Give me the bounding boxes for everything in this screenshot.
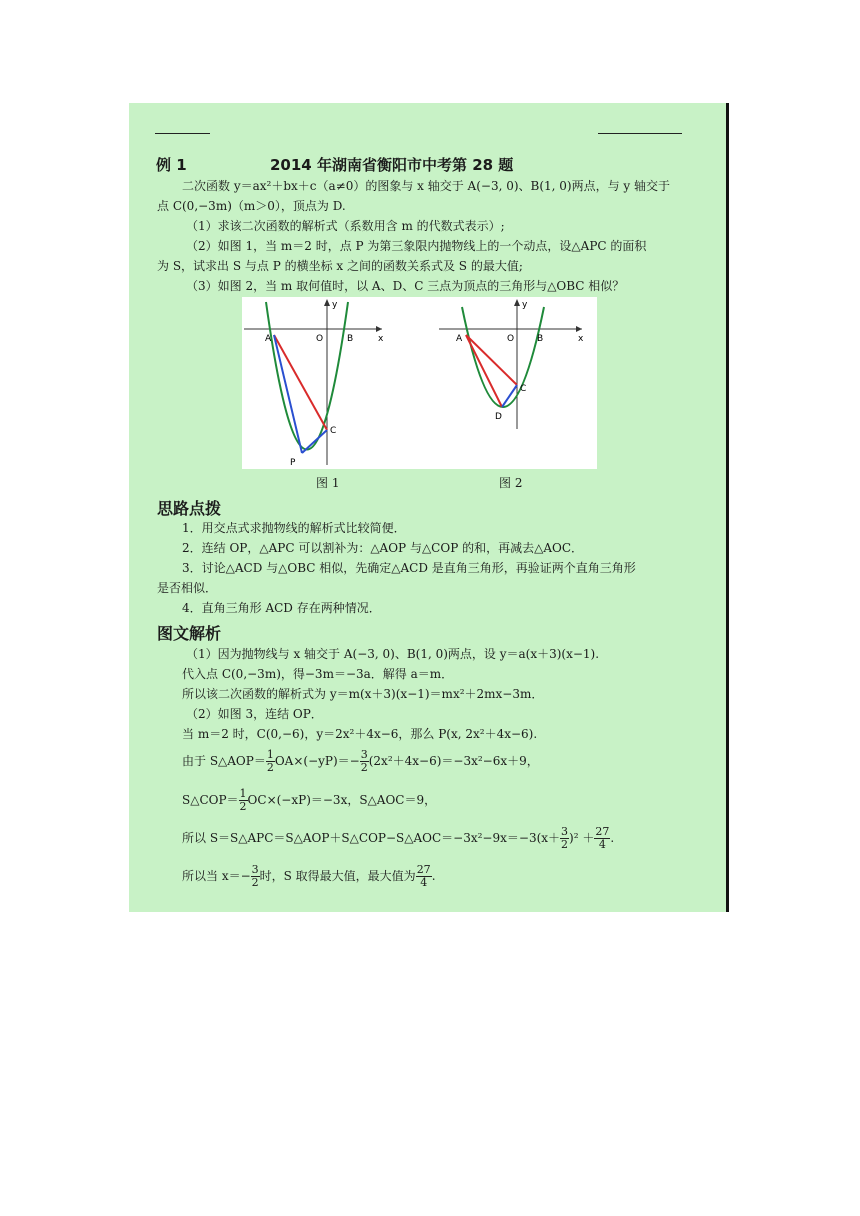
eq4-frac1-den: 2 <box>251 876 259 889</box>
eq3-frac2-num: 27 <box>595 825 610 838</box>
solution-line-5: 当 m＝2 时，C(0,−6)，y＝2x²＋4x−6，那么 P(x, 2x²＋4x−6). <box>182 727 538 741</box>
figure-2-caption: 图 2 <box>499 476 523 490</box>
fig2-segment-AD <box>466 335 502 407</box>
eq1-fraction-2 <box>360 749 369 774</box>
hints-heading: 思路点拨 <box>157 499 222 518</box>
solution-line-2: 代入点 C(0,−3m)，得−3m＝−3a．解得 a＝m． <box>182 667 454 681</box>
eq3-fraction-2 <box>594 826 610 851</box>
eq2-frac-num: 1 <box>239 787 247 800</box>
fig1-segment-AC <box>274 335 327 430</box>
question-3: （3）如图 2，当 m 取何值时，以 A、D、C 三点为顶点的三角形与△OBC 相似？ <box>186 279 625 293</box>
eq1-frac1-num: 1 <box>266 748 274 761</box>
fig2-y-arrow <box>514 299 520 306</box>
fig1-x-arrow <box>376 326 382 332</box>
eq4-frac1-num: 3 <box>251 863 259 876</box>
equation-S <box>182 823 614 853</box>
solution-line-4: （2）如图 3，连结 OP． <box>186 707 323 721</box>
fig1-label-y: y <box>332 300 338 310</box>
fig2-label-O: O <box>507 334 515 344</box>
fig1-label-C: C <box>330 426 337 436</box>
eq3-frac1-den: 2 <box>561 838 569 851</box>
eq4-fraction-1 <box>251 864 260 889</box>
fig1-label-B: B <box>347 334 354 344</box>
figure-1 <box>244 299 384 468</box>
eq3-prefix: 所以 S＝S△APC＝S△AOP＋S△COP−S△AOC＝−3x²−9x＝−3(x＋ <box>182 831 561 845</box>
eq2-suffix: OC×(−xP)＝−3x，S△AOC＝9， <box>247 793 437 807</box>
question-2-line-1: （2）如图 1，当 m＝2 时，点 P 为第三象限内抛物线上的一个动点，设△APC 的面积 <box>186 239 647 253</box>
eq2-prefix: S△COP＝ <box>182 793 239 807</box>
equation-max <box>182 861 436 891</box>
fig2-parabola <box>462 307 544 407</box>
eq2-fraction <box>239 788 248 813</box>
solution-line-1: （1）因为抛物线与 x 轴交于 A(−3, 0)、B(1, 0)两点，设 y＝a(x＋3)(x−1). <box>186 647 600 661</box>
eq4-prefix: 所以当 x＝− <box>182 869 251 883</box>
hint-1: 1．用交点式求抛物线的解析式比较简便． <box>182 521 406 535</box>
question-2-line-2: 为 S，试求出 S 与点 P 的横坐标 x 之间的函数关系式及 S 的最大值; <box>157 259 523 273</box>
fig1-segment-PC <box>302 430 327 453</box>
eq4-mid: 时，S 取得最大值，最大值为 <box>259 869 416 883</box>
eq4-frac2-den: 4 <box>420 876 428 889</box>
eq3-suffix: . <box>610 831 615 845</box>
problem-line-2: 点 C(0,−3m)（m＞0），顶点为 D. <box>157 199 346 213</box>
eq1-frac2-num: 3 <box>360 748 368 761</box>
eq3-frac1-num: 3 <box>561 825 569 838</box>
eq3-mid: )² ＋ <box>569 831 595 845</box>
eq1-frac2-den: 2 <box>360 761 368 774</box>
problem-source: 2014 年湖南省衡阳市中考第 28 题 <box>270 156 514 174</box>
fig1-label-A: A <box>265 334 272 344</box>
eq4-fraction-2 <box>416 864 432 889</box>
header-rule-left <box>155 133 210 134</box>
hint-3-line-2: 是否相似． <box>157 581 218 595</box>
fig2-label-A: A <box>456 334 463 344</box>
eq3-fraction-1 <box>560 826 569 851</box>
hint-2: 2．连结 OP，△APC 可以割补为：△AOP 与△COP 的和，再减去△AOC． <box>182 541 583 555</box>
figure-2 <box>439 299 584 429</box>
equation-area-COP <box>182 785 436 815</box>
eq4-frac2-num: 27 <box>416 863 431 876</box>
fig2-label-B: B <box>537 334 544 344</box>
fig1-label-P: P <box>290 458 296 468</box>
question-1: （1）求该二次函数的解析式（系数用含 m 的代数式表示）; <box>186 219 505 233</box>
figure-1-graph <box>242 297 597 469</box>
fig2-label-C: C <box>520 384 527 394</box>
fig1-label-x: x <box>378 334 384 344</box>
fig2-label-x: x <box>578 334 584 344</box>
figure-1-caption: 图 1 <box>316 476 340 490</box>
header-rule-right <box>598 133 682 134</box>
eq1-mid: OA×(−yP)＝− <box>274 754 360 768</box>
solution-heading: 图文解析 <box>157 624 222 643</box>
example-label: 例 1 <box>156 156 187 174</box>
hint-4: 4．直角三角形 ACD 存在两种情况． <box>182 601 381 615</box>
eq3-frac2-den: 4 <box>598 838 606 851</box>
fig2-label-y: y <box>522 300 528 310</box>
eq1-suffix: (2x²＋4x−6)＝−3x²−6x＋9， <box>368 754 539 768</box>
hint-3-line-1: 3．讨论△ACD 与△OBC 相似，先确定△ACD 是直角三角形，再验证两个直角三角形 <box>182 561 636 575</box>
eq1-prefix: 由于 S△AOP＝ <box>182 754 266 768</box>
eq1-frac1-den: 2 <box>266 761 274 774</box>
solution-line-3: 所以该二次函数的解析式为 y＝m(x＋3)(x−1)＝mx²＋2mx−3m． <box>182 687 544 701</box>
fig1-segment-AP <box>274 335 302 453</box>
eq4-suffix: . <box>431 869 436 883</box>
fig2-x-arrow <box>576 326 582 332</box>
eq2-frac-den: 2 <box>239 800 247 813</box>
fig2-label-D: D <box>495 412 502 422</box>
eq1-fraction-1 <box>266 749 275 774</box>
page-edge-line <box>726 103 729 912</box>
equation-area-AOP <box>182 746 539 776</box>
fig1-y-arrow <box>324 299 330 306</box>
problem-line-1: 二次函数 y＝ax²＋bx＋c（a≠0）的图象与 x 轴交于 A(−3, 0)、B(1, 0)两点，与 y 轴交于 <box>182 179 671 193</box>
fig1-label-O: O <box>316 334 324 344</box>
